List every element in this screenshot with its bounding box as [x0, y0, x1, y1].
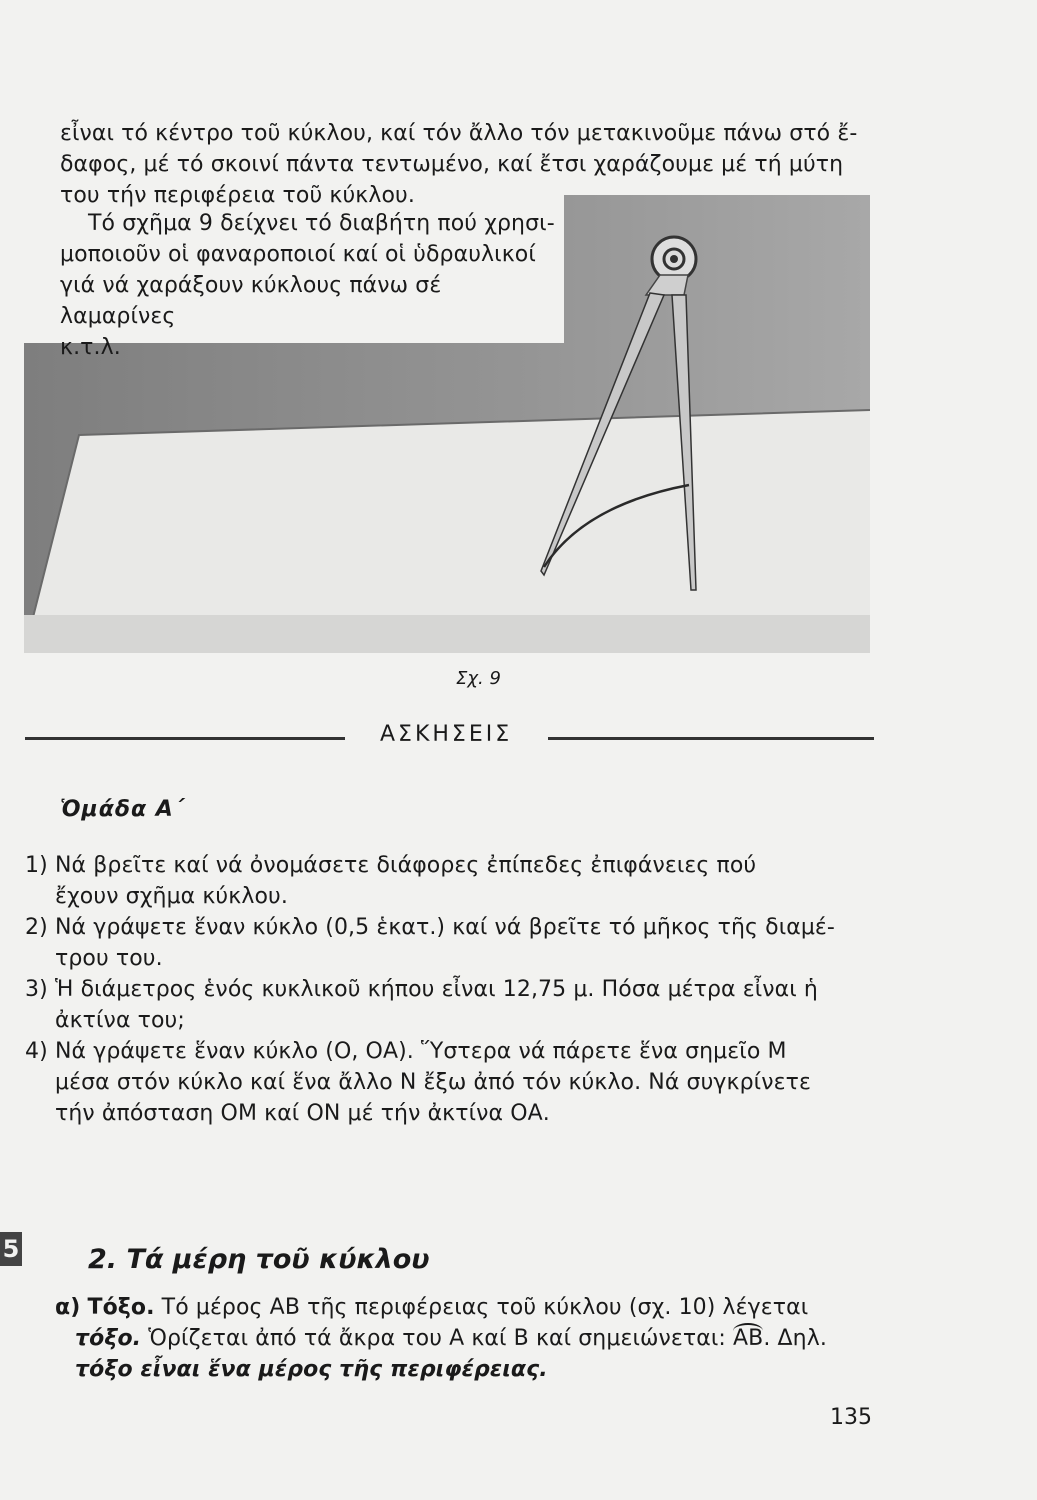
- arc-notation: ΑΒ: [733, 1323, 763, 1351]
- exercise-number: 3): [25, 977, 48, 1002]
- exercise-line: Νά γράψετε ἕναν κύκλο (Ο, ΟΑ). Ὕστερα νά πάρετε ἕνα σημεῖο Μ: [55, 1039, 787, 1064]
- figure-description: [60, 208, 560, 363]
- definition-emphasis: τόξο εἶναι ἕνα μέρος τῆς περιφέρειας.: [75, 1357, 548, 1382]
- exercise-number: 4): [25, 1039, 48, 1064]
- section-marker: 5: [0, 1232, 22, 1266]
- figure-text-line: κ.τ.λ.: [60, 335, 121, 360]
- definition-line: [55, 1292, 885, 1323]
- exercise-number: 2): [25, 915, 48, 940]
- divider-left: [25, 737, 345, 740]
- definition-text: Ὁρίζεται ἀπό τά ἄκρα του Α καί Β καί σημειώνεται:: [141, 1326, 733, 1351]
- figure-text-line: μοποιοῦν οἱ φαναροποιοί καί οἱ ὑδραυλικοί: [60, 242, 536, 267]
- definition-paragraph: [55, 1292, 885, 1385]
- exercise-line: Νά γράψετε ἕναν κύκλο (0,5 ἑκατ.) καί νά βρεῖτε τό μῆκος τῆς διαμέ-: [55, 915, 835, 940]
- definition-term: Τόξο.: [87, 1295, 155, 1320]
- exercise-line: ἀκτίνα του;: [55, 1008, 185, 1033]
- exercise-group-label: Ὁμάδα Α΄: [60, 797, 185, 822]
- exercise-item: [25, 974, 885, 1036]
- exercise-item: [25, 1036, 885, 1129]
- intro-line: εἶναι τό κέντρο τοῦ κύκλου, καί τόν ἄλλο τόν μετακινοῦμε πάνω στό ἔ-: [60, 121, 858, 146]
- definition-label: α): [55, 1295, 81, 1320]
- exercise-line: Ἡ διάμετρος ἑνός κυκλικοῦ κήπου εἶναι 12,75 μ. Πόσα μέτρα εἶναι ἡ: [55, 977, 818, 1002]
- exercise-item: [25, 850, 885, 912]
- definition-text: Τό μέρος ΑΒ τῆς περιφέρειας τοῦ κύκλου (σχ. 10) λέγεται: [154, 1295, 809, 1320]
- definition-line: [55, 1323, 885, 1354]
- exercise-line: μέσα στόν κύκλο καί ἕνα ἄλλο Ν ἔξω ἀπό τόν κύκλο. Νά συγκρίνετε: [55, 1070, 811, 1095]
- definition-text: . Δηλ.: [763, 1326, 827, 1351]
- exercise-line: τήν ἀπόσταση ΟΜ καί ΟΝ μέ τήν ἀκτίνα ΟΑ.: [55, 1101, 550, 1126]
- definition-line: [55, 1354, 885, 1385]
- section-title: 2. Τά μέρη τοῦ κύκλου: [88, 1244, 430, 1275]
- exercise-line: τρου του.: [55, 946, 163, 971]
- intro-line: του τήν περιφέρεια τοῦ κύκλου.: [60, 183, 415, 208]
- definition-term: τόξο.: [75, 1326, 142, 1351]
- exercise-number: 1): [25, 853, 48, 878]
- exercises-title: ΑΣΚΗΣΕΙΣ: [380, 722, 513, 747]
- exercise-item: [25, 912, 885, 974]
- figure-caption: Σχ. 9: [456, 668, 501, 689]
- figure-text-line: Τό σχῆμα 9 δείχνει τό διαβήτη πού χρησι-: [88, 211, 555, 236]
- page-number: 135: [830, 1405, 872, 1430]
- divider-right: [548, 737, 874, 740]
- exercise-list: [25, 850, 885, 1129]
- exercise-line: Νά βρεῖτε καί νά ὀνομάσετε διάφορες ἐπίπεδες ἐπιφάνειες πού: [55, 853, 757, 878]
- exercise-line: ἔχουν σχῆμα κύκλου.: [55, 884, 288, 909]
- intro-line: δαφος, μέ τό σκοινί πάντα τεντωμένο, καί ἔτσι χαράζουμε μέ τή μύτη: [60, 152, 844, 177]
- figure-text-line: γιά νά χαράξουν κύκλους πάνω σέ λαμαρίνες: [60, 273, 442, 329]
